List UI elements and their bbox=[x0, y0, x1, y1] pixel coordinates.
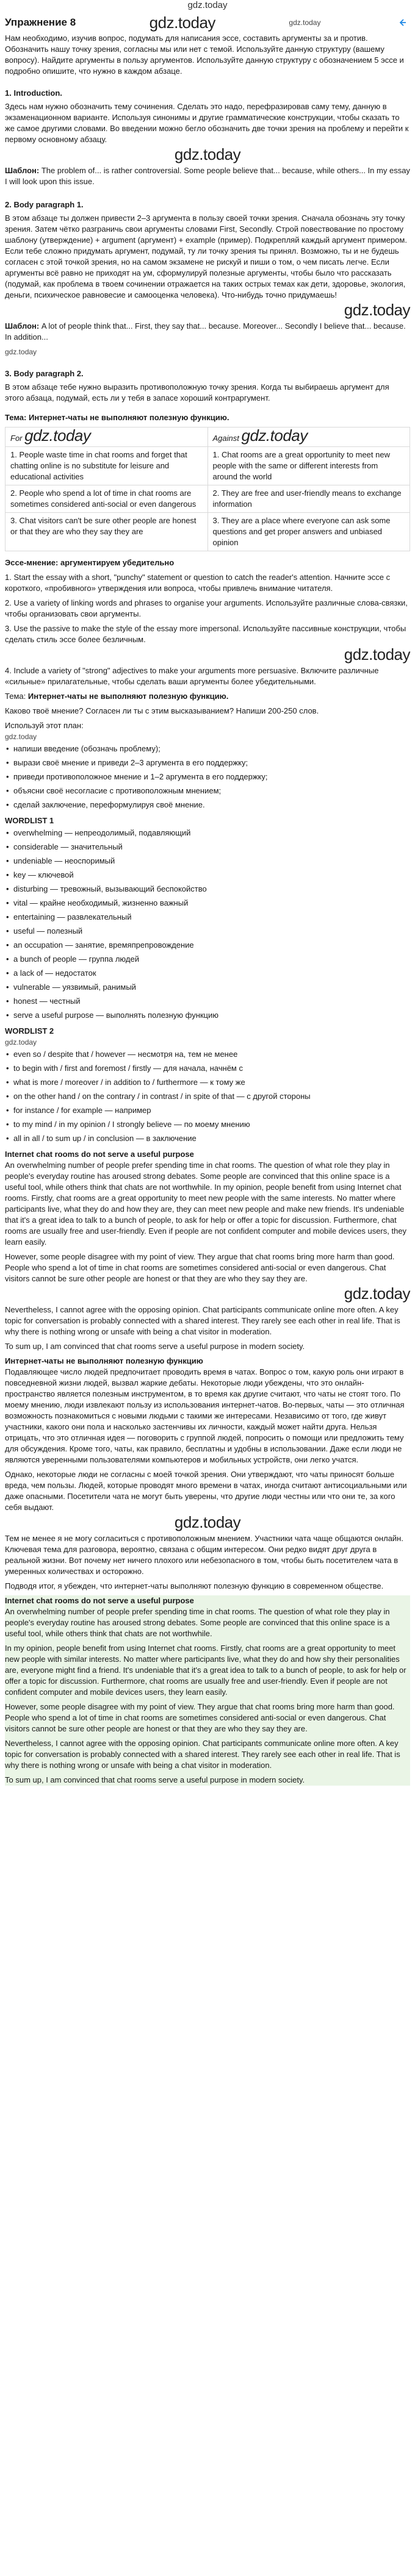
arguments-table bbox=[5, 427, 410, 551]
arrow-left-icon[interactable] bbox=[394, 15, 410, 30]
task-text: Интернет-чаты не выполняют полезную функцию. bbox=[28, 413, 229, 422]
list-item: • вырази своё мнение и приведи 2–3 аргумента в его поддержку; bbox=[5, 757, 410, 768]
essay-paragraph: However, some people disagree with my point of view. They argue that chat rooms bring more harm than good. People who spend a lot of time in chat rooms are sometimes considered anti-social or even dangerous. Chat visitors cannot be sure other people are honest or that they are who they say they are. bbox=[5, 1702, 395, 1733]
watermark-small: gdz.today bbox=[5, 1038, 37, 1046]
essay-paragraph: However, some people disagree with my point of view. They argue that chat rooms bring more harm than good. People who spend a lot of time in chat rooms are sometimes considered anti-social or even dangerous. Chat visitors cannot be sure other people are honest or that they are who they say they are. bbox=[5, 1252, 395, 1283]
list-item: • entertaining — развлекательный bbox=[5, 912, 410, 923]
section-heading: 2. Body paragraph 1. bbox=[5, 200, 84, 209]
list-item: • serve a useful purpose — выполнять полезную функцию bbox=[5, 1010, 410, 1021]
table-cell: 2. People who spend a lot of time in chat rooms are sometimes considered anti-social or even dangerous bbox=[5, 485, 208, 513]
tip: 1. Start the essay with a short, "punchy" statement or question to catch the reader's attention. Начните эссе с короткого, «пробивного» утверждения или вопроса, чтобы привлечь внимание читателя. bbox=[5, 573, 391, 593]
task-text: Интернет-чаты не выполняют полезную функцию. bbox=[27, 692, 229, 701]
essay-paragraph: Подводя итог, я убежден, что интернет-чаты выполняют полезную функцию в современном обществе. bbox=[5, 1581, 384, 1590]
task-label: Тема: bbox=[5, 692, 26, 701]
watermark: gdz.today bbox=[241, 426, 308, 445]
essay-paragraph: Nevertheless, I cannot agree with the opposing opinion. Chat participants communicate online more often. A key topic for conversation is probably connected with a shared interest. They rarely see each other in real life. That is why there is nothing wrong or unsafe with being a chat visitor in moderation. bbox=[5, 1739, 400, 1770]
essay-paragraph: Однако, некоторые люди не согласны с моей точкой зрения. Они утверждают, что чаты приносят больше вреда, чем пользы. Людей, которые проводят много времени в чатах, иногда считают антисоциальными или даже опасными. Посетители чата не могут быть уверены, что другие люди честны или что они те, за кого себя выдают. bbox=[5, 1470, 407, 1512]
list-item: • what is more / moreover / in addition to / furthermore — к тому же bbox=[5, 1077, 410, 1088]
list-item: • приведи противоположное мнение и 1–2 аргумента в его поддержку; bbox=[5, 771, 410, 782]
watermark-small: gdz.today bbox=[5, 732, 37, 741]
page-title: Упражнение 8 bbox=[5, 16, 76, 28]
list-item: • even so / despite that / however — несмотря на, тем не менее bbox=[5, 1049, 410, 1060]
essay-paragraph: An overwhelming number of people prefer spending time in chat rooms. The question of what role they play in people's everyday routine has aroused strong debates. Some people are convinced that this online space is a useful tool, while others think that chats are not worthwhile. bbox=[5, 1607, 390, 1638]
section-text: Здесь нам нужно обозначить тему сочинения. Сделать это надо, перефразировав саму тему, данную в экзаменационном варианте. Используя синонимы и другие грамматические конструкции, чтобы сказать то же самое другими словами. Во введении можно бегло обозначить две точки зрения на проблему и перейти к первому основному абзацу. bbox=[5, 102, 409, 144]
table-cell: 1. Chat rooms are a great opportunity to meet new people with the same or different interests from around the world bbox=[208, 447, 410, 485]
watermark: gdz.today bbox=[149, 13, 215, 32]
question: Каково твоё мнение? Согласен ли ты с этим высказыванием? Напиши 200-250 слов. bbox=[5, 706, 319, 715]
essay-paragraph: Подавляющее число людей предпочитает проводить время в чатах. Вопрос о том, какую роль они играют в повседневной жизни людей, вызвал жаркие дебаты. Некоторые люди убеждены, что это онлайн-пространство является полезным инструментом, в то время как другие считают, что чаты не стоят того. По моему мнению, люди извлекают пользу из использования интернет-чатов. Во-первых, чаты — это отличная возможность познакомиться с новыми людьми с такими же интересами. Независимо от того, где живут участники, какого они пола и насколько застенчивы их личности, каждый может найти друга. Нельзя отрицать, что это отличная идея — поговорить с группой людей, попросить о помощи или предложить тему для обсуждения. Кроме того, чаты, как правило, бесплатны и удобны в использовании. Даже если люди не являются уверенными пользователями компьютеров и мобильных устройств, они легко учатся. bbox=[5, 1367, 405, 1464]
column-against: Against gdz.today bbox=[208, 428, 410, 447]
section-text: В этом абзаце тебе нужно выразить противоположную точку зрения. Когда ты выбираешь аргумент для этого абзаца, подумай, есть ли у тебя в запасе хороший контраргумент. bbox=[5, 382, 389, 402]
plan-title: Используй этот план: bbox=[5, 721, 84, 730]
section-text: В этом абзаце ты должен привести 2–3 аргумента в пользу своей точки зрения. Сначала обозначь эту точку зрения. Затем чётко разграничь свои аргументы словами First, Secondly. Строй повествование по простому шаблону (утверждение) + argument (аргумент) + example (пример). Подкрепляй каждый аргумент примером. Если тебе сложно придумать аргумент, подумай, ту ли точку зрения ты принял. Возможно, ты и не будешь согласен с этой точкой зрения, но на самом экзамене не рискуй и пиши о том, о чем писать легче. Если аргументы всё равно не приходят на ум, сформулируй полезные аргументы, чтобы было что рассказать (подумай, как проблема в твоем сочинении отражается на таких острых темах как дети, здоровье, экология, деньги, психическое равновесие и самооценка человека). Что-нибудь точно придумаешь! bbox=[5, 213, 407, 299]
watermark: gdz.today bbox=[174, 1513, 241, 1531]
list-item: • a lack of — недостаток bbox=[5, 968, 410, 979]
table-cell: 3. They are a place where everyone can ask some questions and get proper answers and unbiased opinion bbox=[208, 513, 410, 551]
watermark-small: gdz.today bbox=[5, 348, 37, 356]
tip: 2. Use a variety of linking words and phrases to organise your arguments. Используйте различные слова-связки, чтобы организовать свои аргументы. bbox=[5, 598, 408, 618]
essay-label: Эссе-мнение: аргументируем убедительно bbox=[5, 558, 175, 567]
list-item: • on the other hand / on the contrary / in contrast / in spite of that — с другой стороны bbox=[5, 1091, 410, 1102]
wordlist-2 bbox=[5, 1026, 410, 1144]
plan bbox=[5, 720, 410, 810]
essay-title: Интернет-чаты не выполняют полезную функцию bbox=[5, 1356, 203, 1365]
essay-russian bbox=[5, 1356, 410, 1592]
table-cell: 2. They are free and user-friendly means to exchange information bbox=[208, 485, 410, 513]
section-heading: 3. Body paragraph 2. bbox=[5, 369, 84, 378]
watermark: gdz.today bbox=[344, 1284, 410, 1303]
template-text: A lot of people think that... First, they say that... because. Moreover... Secondly I believe that... because. In addition... bbox=[5, 321, 406, 342]
list-item: • vulnerable — уязвимый, ранимый bbox=[5, 982, 410, 993]
list-item: • key — ключевой bbox=[5, 870, 410, 881]
list-item: • disturbing — тревожный, вызывающий беспокойство bbox=[5, 884, 410, 895]
template-label: Шаблон: bbox=[5, 166, 40, 175]
essay-english-2 bbox=[5, 1595, 410, 1786]
list-item: • overwhelming — непреодолимый, подавляющий bbox=[5, 828, 410, 839]
table-row bbox=[5, 485, 410, 513]
watermark: gdz.today bbox=[24, 426, 91, 445]
table-cell: 3. Chat visitors can't be sure other people are honest or that they are who they say they are bbox=[5, 513, 208, 551]
section-heading: 1. Introduction. bbox=[5, 88, 62, 98]
list-item: • a bunch of people — группа людей bbox=[5, 954, 410, 965]
section-2 bbox=[5, 192, 410, 361]
table-cell: 1. People waste time in chat rooms and forget that chatting online is no substitute for leisure and educational activities bbox=[5, 447, 208, 485]
template-label: Шаблон: bbox=[5, 321, 40, 331]
list-item: • to begin with / first and foremost / firstly — для начала, начнём с bbox=[5, 1063, 410, 1074]
list-item: • объясни своё несогласие с противоположным мнением; bbox=[5, 785, 410, 796]
list-item: • considerable — значительный bbox=[5, 842, 410, 853]
task-label: Тема: bbox=[5, 413, 27, 422]
essay-paragraph: To sum up, I am convinced that chat rooms serve a useful purpose in modern society. bbox=[5, 1775, 305, 1784]
essay-paragraph: In my opinion, people benefit from using Internet chat rooms. Firstly, chat rooms are a great opportunity to meet new people with similar interests. No matter where participants live, what they do and how shy their personalities are, everyone might find a friend. It's undeniable that it's a great idea to talk to a bunch of people, to ask for help or offer a topic for discussion. Furthermore, chat rooms are usually free and user-friendly. Even if people are not confident computer and mobile devices users, they learn easily. bbox=[5, 1644, 406, 1697]
tip: 4. Include a variety of "strong" adjectives to make your arguments more persuasive. Включите различные «сильные» прилагательные, чтобы сделать ваши аргументы более убедительными. bbox=[5, 666, 379, 686]
essay-paragraph: An overwhelming number of people prefer spending time in chat rooms. The question of what role they play in people's everyday routine has aroused strong debates. Some people are convinced that this online space is a useful tool, while others think that chats are not worthwhile. In my opinion, people benefit from using Internet chat rooms. Firstly, chat rooms are a great opportunity to meet new people with the same interests. No matter where participants live, what they do and how they are, they can meet new people and make new friends. It's undeniable that it's a great idea to talk to a bunch of people, to ask for help or offer a topic for discussion. Furthermore, chat rooms are usually free and user-friendly. Even if people are not confident computer and mobile devices users, they learn easily. bbox=[5, 1161, 407, 1247]
list-item: • undeniable — неоспоримый bbox=[5, 856, 410, 867]
top-watermark: gdz.today bbox=[187, 0, 228, 10]
wordlist-1 bbox=[5, 815, 410, 1021]
section-1 bbox=[5, 80, 410, 192]
intro-text: Нам необходимо, изучив вопрос, подумать для написания эссе, составить аргументы за и против. Обозначить нашу точку зрения, согласны мы или нет с темой. Используйте данную структуру (вашему вопросу). Найдите аргументы в пользу аргументов. Используйте данную структуру с обозначением 5 эссе и подробно опишите, что нужно в каждом абзаце. bbox=[5, 34, 404, 76]
essay-paragraph: To sum up, I am convinced that chat rooms serve a useful purpose in modern society. bbox=[5, 1342, 305, 1351]
tip: 3. Use the passive to make the style of the essay more impersonal. Используйте пассивные конструкции, чтобы сделать стиль эссе более безличным. bbox=[5, 624, 406, 644]
list-item: • all in all / to sum up / in conclusion — в заключение bbox=[5, 1133, 410, 1144]
list-item: • honest — честный bbox=[5, 996, 410, 1007]
list-item: • to my mind / in my opinion / I strongly believe — по моему мнению bbox=[5, 1119, 410, 1130]
essay-paragraph: Nevertheless, I cannot agree with the opposing opinion. Chat participants communicate online more often. A key topic for conversation is probably connected with a shared interest. They rarely see each other in real life. That is why there is nothing wrong or unsafe with being a chat visitor in moderation. bbox=[5, 1305, 400, 1336]
list-item: • useful — полезный bbox=[5, 926, 410, 937]
list-item: • vital — крайне необходимый, жизненно важный bbox=[5, 898, 410, 909]
list-item: • for instance / for example — например bbox=[5, 1105, 410, 1116]
column-for: For gdz.today bbox=[5, 428, 208, 447]
list-item: • an occupation — занятие, времяпрепровождение bbox=[5, 940, 410, 951]
watermark: gdz.today bbox=[344, 301, 410, 319]
table-row bbox=[5, 513, 410, 551]
watermark: gdz.today bbox=[174, 145, 241, 163]
wordlist-title: WORDLIST 2 bbox=[5, 1026, 54, 1036]
watermark-small: gdz.today bbox=[289, 18, 321, 27]
essay-english-1 bbox=[5, 1149, 410, 1352]
template-text: The problem of... is rather controversial. Some people believe that... because, while others... In my essay I will look upon this issue. bbox=[5, 166, 410, 186]
list-item: • сделай заключение, переформулируя своё мнение. bbox=[5, 800, 410, 810]
essay-paragraph: Тем не менее я не могу согласиться с противоположным мнением. Участники чата чаще общаются онлайн. Ключевая тема для разговора, вероятно, связана с общим интересом. Они редко видят друг друга в реальной жизни. Вот почему нет ничего плохого или небезопасного в том, чтобы быть посетителем чата в умеренных количествах и осторожно. bbox=[5, 1534, 403, 1576]
essay-title: Internet chat rooms do not serve a useful purpose bbox=[5, 1596, 194, 1605]
wordlist-title: WORDLIST 1 bbox=[5, 816, 54, 825]
table-row bbox=[5, 447, 410, 485]
essay-title: Internet chat rooms do not serve a useful purpose bbox=[5, 1150, 194, 1159]
header bbox=[5, 15, 410, 30]
watermark: gdz.today bbox=[344, 645, 410, 664]
list-item: • напиши введение (обозначь проблему); bbox=[5, 743, 410, 754]
section-3 bbox=[5, 361, 410, 409]
